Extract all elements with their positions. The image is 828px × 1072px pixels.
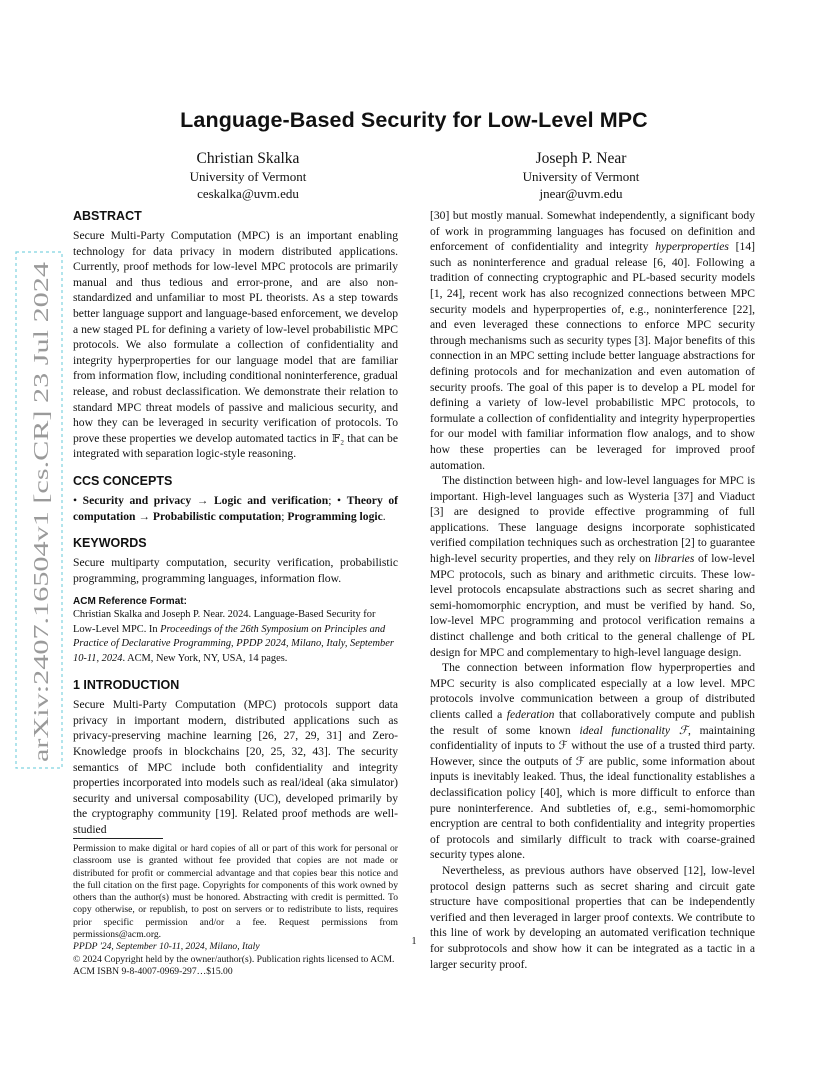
author-name: Joseph P. Near: [535, 150, 627, 167]
acm-reference-text: [73, 608, 398, 666]
footnote-rule: [73, 838, 163, 839]
ccs-bullet: •: [73, 493, 78, 507]
permission-text: Permission to make digital or hard copies of all or part of this work for personal or classroom use is granted without fee provided that copies are not made or distributed for profit or commercial advantage and that copies bear this notice and the full citation on the first page. Copyrights for components of this work owned by others than the author(s) must be honored. Abstracting with credit is permitted. To copy otherwise, or republish, to post on servers or to redistribute to lists, requires prior specific permission and/or a fee. Request permissions from permissions@acm.org.: [73, 843, 398, 941]
author-affiliation: University of Vermont: [522, 169, 640, 184]
abstract-heading: ABSTRACT: [73, 209, 142, 223]
arxiv-stamp: [14, 250, 64, 770]
ccs-arrow: →: [138, 509, 150, 523]
intro-paragraph: The distinction between high- and low-level languages for MPC is important. High-level languages such as Wysteria [37] and Viaduct [3] are designed to provide effective programming of full applications. These language designs incorporate sophisticated verified compilation techniques such as orchestration [2] to guarantee high-level security properties, and they rely on libraries of low-level MPC protocols, such as binary and arithmetic circuits. These low-level protocols encapsulate abstractions such as secret sharing and semi-homomorphic encryption, and must be verified by hand. So, low-level MPC programming and protocol verification remains a distinct challenge and both critical to the general challenge of PL design for MPC and complementary to high-level language design.: [430, 474, 755, 659]
intro-paragraph: [30] but mostly manual. Somewhat independently, a significant body of work in programming languages has focused on definition and enforcement of confidentiality and integrity hyperproperties [14] such as noninterference and gradual release [6, 40]. Following a tradition of connecting cryptographic and PL-based security models [1, 24], recent work has also recognized connections between MPC security models and hyperproperties of, e.g., noninterference [22], and even leveraged these connections to enforce MPC security through mechanisms such as security types [3]. Major benefits of this connection in an MPC setting include better language abstractions for defining protocols and for mechanization and even automation of security proofs. The goal of this paper is to develop a PL model for defining a variety of low-level probabilistic MPC protocols, to formulate a collection of confidentiality and integrity hyperproperties for our model with familiar information flow analogs, and to show how these properties can be leveraged for improved proof automation.: [430, 209, 755, 472]
ccs-bullet: •: [337, 493, 342, 507]
conference-venue: PPDP '24, September 10-11, 2024, Milano, Italy: [73, 941, 260, 953]
emphasis: libraries: [654, 552, 695, 566]
author-email: jnear@uvm.edu: [539, 186, 623, 201]
page-number: 1: [411, 936, 417, 947]
isbn: ACM ISBN 9-8-4007-0969-297…$15.00: [73, 965, 233, 977]
emphasis: ideal functionality ℱ: [579, 723, 688, 737]
author-affiliation: University of Vermont: [189, 169, 307, 184]
introduction-paragraph: Secure Multi-Party Computation (MPC) protocols support data privacy in important modern, distributed applications such as privacy-preserving machine learning [26, 27, 29, 31] and Zero-Knowledge proofs in blockchains [20, 25, 32, 43]. The security semantics of MPC include both confidentiality and integrity properties incorporated into models such as real/ideal (aka simulator) security and universal composability (UC), developed primarily by the cryptography community [19]. Related proof methods are well-studied: [73, 698, 398, 837]
ccs-separator: ;: [281, 509, 288, 523]
intro-paragraph: Nevertheless, as previous authors have observed [12], low-level protocol design patterns such as secret sharing and circuit gate structure have compositional properties that can be independently verified and then leveraged in larger proof contexts. We contribute to this line of work by developing an automated verification technique for subprotocols and show how it can be integrated as a tactic in a larger security proof.: [430, 863, 755, 971]
author-block: [128, 149, 368, 202]
ccs-separator: ;: [328, 493, 338, 507]
arxiv-stamp-text: arXiv:2407.16504v1 [cs.CR] 23 Jul 2024: [29, 414, 53, 762]
emphasis: hyperproperties: [655, 240, 729, 254]
ccs-concepts: [73, 493, 398, 524]
ccs-term: Logic and verification: [213, 493, 329, 507]
emphasis: federation: [506, 708, 555, 721]
keywords-heading: KEYWORDS: [73, 536, 147, 551]
author-name: Christian Skalka: [196, 150, 300, 167]
ccs-term: Security and privacy: [82, 493, 192, 507]
abstract-text: Secure Multi-Party Computation (MPC) is an important enabling technology for data privacy in modern distributed applications. Currently, proof methods for low-level MPC protocols are primarily manual and thus tedious and error-prone, and are also non-standardized and unfamiliar to most PL theorists. As a step towards better language support and language-based enforcement, we develop a new staged PL for defining a variety of low-level probabilistic MPC protocols. We also formulate a collection of confidentiality and integrity hyperproperties for our language model that are familiar from information flow, including conditional noninterference, gradual release, and robust declassification. We demonstrate their relation to standard MPC threat models of passive and malicious security, and how they can be leveraged in security verification of protocols. To prove these properties we develop automated tactics in 𝔽₂ that can be integrated with separation logic-style reasoning.: [73, 229, 398, 461]
author-block: [461, 149, 701, 202]
right-column: [430, 208, 755, 972]
copyright-notice: © 2024 Copyright held by the owner/author(s). Publication rights licensed to ACM.: [73, 953, 395, 965]
ccs-end: .: [382, 509, 386, 523]
introduction-heading: 1 INTRODUCTION: [73, 678, 180, 693]
ccs-arrow: →: [196, 493, 209, 507]
ccs-heading: CCS CONCEPTS: [73, 473, 173, 488]
left-column: [73, 208, 398, 838]
acm-reference-heading: ACM Reference Format:: [73, 596, 187, 608]
ccs-term: Theory of computation: [73, 493, 399, 523]
acm-reference-authors: Christian Skalka and Joseph P. Near. 2024. Language-Based Security for Low-Level MPC. In: [73, 609, 376, 635]
permission-footnote: [73, 838, 398, 978]
ccs-term: Probabilistic computation: [152, 509, 282, 523]
paper-title: Language-Based Security for Low-Level MPC: [180, 108, 648, 132]
acm-reference-venue: Proceedings of the 26th Symposium on Principles and Practice of Declarative Programming, PPDP 2024, Milano, Italy, September 10-11, 2024: [73, 623, 394, 664]
author-email: ceskalka@uvm.edu: [197, 186, 299, 201]
keywords-text: Secure multiparty computation, security verification, probabilistic programming, programming languages, information flow.: [73, 556, 398, 585]
ccs-term: Programming logic: [287, 509, 383, 523]
intro-paragraph: The connection between information flow hyperproperties and MPC security is also complicated especially at a low level. MPC protocols involve communication between a group of distributed clients called a federation that collaboratively compute and publish the result of some known ideal functionality ℱ, maintaining confidentiality of inputs to ℱ without the use of a trusted third party. However, since the outputs of ℱ are public, some information about inputs is inevitably leaked. Thus, the ideal functionality establishes a declassification policy [40], which is more difficult to enforce than pure noninterference. And subtleties of, e.g., semi-homomorphic encryption are central to both confidentiality and integrity properties of protocols and similarly difficult to track with coarse-grained security types alone.: [430, 661, 755, 862]
acm-reference-publisher: . ACM, New York, NY, USA, 14 pages.: [122, 652, 288, 664]
